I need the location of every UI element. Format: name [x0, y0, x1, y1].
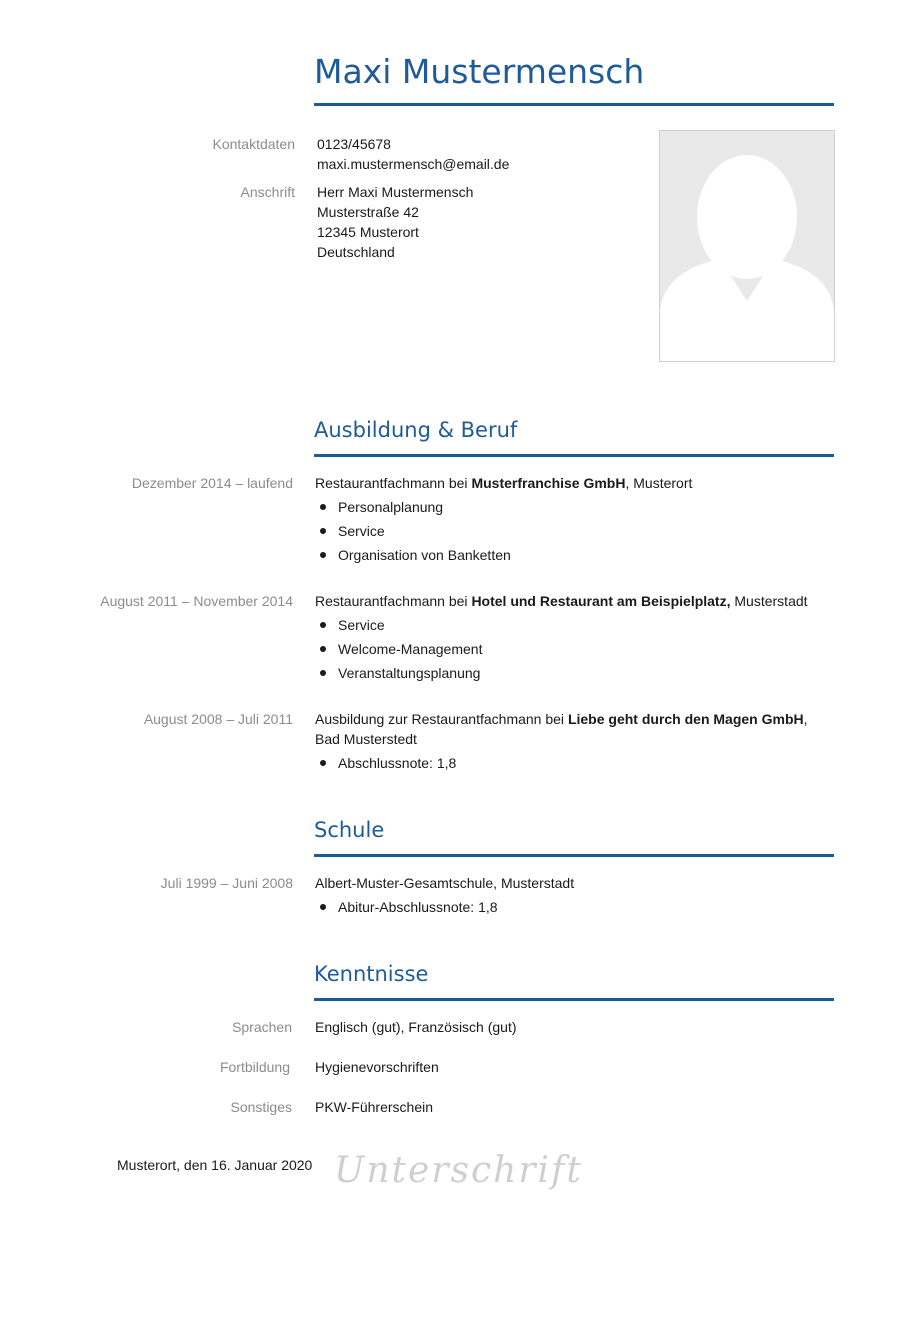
address-line: Musterstraße 42	[317, 204, 419, 220]
section-title-skills: Kenntnisse	[314, 962, 429, 986]
list-item: Personalplanung	[315, 495, 511, 519]
section-title-career: Ausbildung & Beruf	[314, 418, 518, 442]
career-role: Restaurantfachmann bei	[315, 593, 472, 609]
list-item: Welcome-Management	[315, 637, 482, 661]
school-date: Juli 1999 – Juni 2008	[160, 875, 293, 891]
list-item: Service	[315, 613, 482, 637]
list-item: Service	[315, 519, 511, 543]
address-label: Anschrift	[240, 184, 295, 200]
career-employer: Musterfranchise GmbH	[471, 475, 626, 491]
career-location: Musterstadt	[730, 593, 808, 609]
section-divider	[314, 998, 834, 1001]
page-title: Maxi Mustermensch	[314, 52, 645, 91]
career-title	[315, 591, 808, 611]
list-item: Organisation von Banketten	[315, 543, 511, 567]
skill-value-training: Hygienevorschriften	[315, 1059, 439, 1075]
title-divider	[314, 103, 834, 106]
career-employer: Liebe geht durch den Magen GmbH	[567, 711, 804, 727]
career-task-list	[315, 751, 456, 775]
email-address: maxi.mustermensch@email.de	[317, 156, 510, 172]
address-line: 12345 Musterort	[317, 224, 419, 240]
career-title	[315, 473, 692, 493]
school-detail-list	[315, 895, 498, 919]
address-line: Herr Maxi Mustermensch	[317, 184, 474, 200]
school-title: Albert-Muster-Gesamtschule, Musterstadt	[315, 875, 575, 891]
career-role: Ausbildung zur Restaurantfachmann bei	[315, 711, 568, 727]
career-location: Bad Musterstedt	[315, 731, 417, 747]
place-and-date: Musterort, den 16. Januar 2020	[117, 1157, 313, 1173]
profile-photo-placeholder	[659, 130, 835, 362]
address-line: Deutschland	[317, 244, 395, 260]
career-employer: Hotel und Restaurant am Beispielplatz,	[471, 593, 731, 609]
section-divider	[314, 454, 834, 457]
section-title-school: Schule	[314, 818, 385, 842]
career-date: August 2008 – Juli 2011	[143, 711, 293, 727]
list-item: Veranstaltungsplanung	[315, 661, 482, 685]
contact-label: Kontaktdaten	[212, 136, 295, 152]
skill-label-languages: Sprachen	[232, 1019, 292, 1035]
skill-label-other: Sonstiges	[230, 1099, 292, 1115]
career-role: Restaurantfachmann bei	[315, 475, 472, 491]
skill-label-training: Fortbildung	[219, 1059, 290, 1075]
career-date: Dezember 2014 – laufend	[131, 475, 293, 491]
section-divider	[314, 854, 834, 857]
career-task-list	[315, 495, 511, 567]
career-task-list	[315, 613, 482, 685]
phone-number: 0123/45678	[317, 136, 391, 152]
skill-value-other: PKW-Führerschein	[315, 1099, 434, 1115]
skill-value-languages: Englisch (gut), Französisch (gut)	[315, 1019, 517, 1035]
career-title	[315, 709, 808, 729]
signature-placeholder: Unterschrift	[334, 1150, 583, 1191]
person-silhouette-icon	[660, 131, 834, 361]
career-location: , Musterort	[625, 475, 693, 491]
career-date: August 2011 – November 2014	[100, 593, 293, 609]
list-item: Abitur-Abschlussnote: 1,8	[315, 895, 498, 919]
career-punct: ,	[803, 711, 808, 727]
list-item: Abschlussnote: 1,8	[315, 751, 456, 775]
